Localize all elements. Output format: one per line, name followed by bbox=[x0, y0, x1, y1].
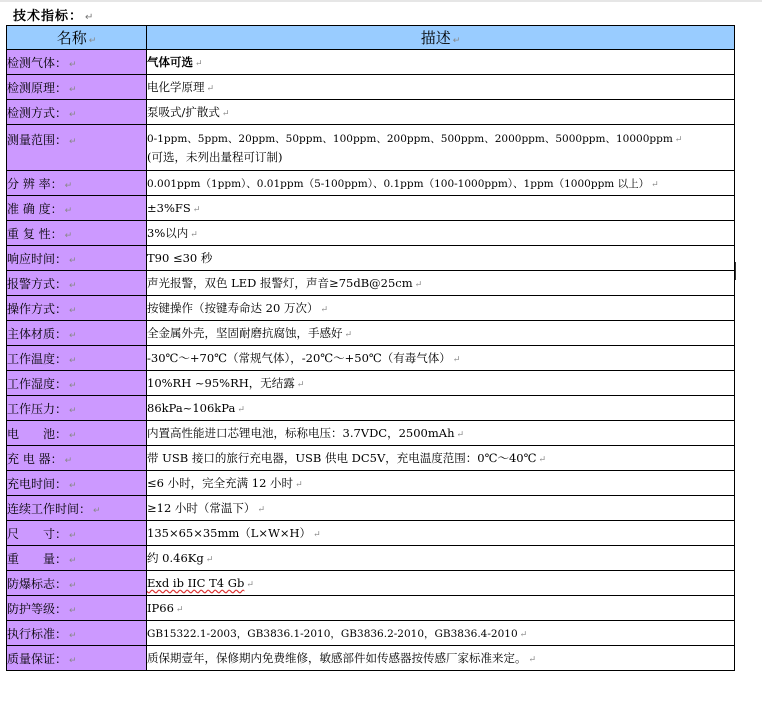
table-row bbox=[7, 571, 735, 596]
table-row bbox=[7, 421, 735, 446]
table-row bbox=[7, 221, 735, 246]
top-border-line bbox=[0, 0, 762, 2]
row-name: 准 确 度： ↵ bbox=[7, 196, 147, 221]
table-row bbox=[7, 521, 735, 546]
table-row bbox=[7, 371, 735, 396]
row-desc: 0.001ppm（1ppm）、0.01ppm（5-100ppm）、0.1ppm（100-1000ppm）、1ppm（1000ppm 以上） ↵ bbox=[147, 171, 735, 196]
row-name: 工作压力： ↵ bbox=[7, 396, 147, 421]
row-desc: ±3%FS ↵ bbox=[147, 196, 735, 221]
row-name: 充电时间： ↵ bbox=[7, 471, 147, 496]
table-row bbox=[7, 596, 735, 621]
row-desc: -30℃～+70℃（常规气体），-20℃～+50℃（有毒气体） ↵ bbox=[147, 346, 735, 371]
row-desc: 声光报警，双色 LED 报警灯，声音≥75dB@25cm ↵ bbox=[147, 271, 735, 296]
row-desc: 约 0.46Kg ↵ bbox=[147, 546, 735, 571]
row-name: 检测方式： ↵ bbox=[7, 100, 147, 125]
table-row bbox=[7, 171, 735, 196]
header-name: 名称 ↵ bbox=[7, 26, 147, 50]
table-row bbox=[7, 196, 735, 221]
row-desc: 3%以内 ↵ bbox=[147, 221, 735, 246]
row-desc: ≥12 小时（常温下） ↵ bbox=[147, 496, 735, 521]
table-row bbox=[7, 646, 735, 671]
row-desc: 全金属外壳，坚固耐磨抗腐蚀，手感好 ↵ bbox=[147, 321, 735, 346]
table-row bbox=[7, 471, 735, 496]
row-desc: IP66 ↵ bbox=[147, 596, 735, 621]
table-row bbox=[7, 125, 735, 171]
row-name: 执行标准： ↵ bbox=[7, 621, 147, 646]
row-desc: Exd ib IIC T4 Gb ↵ bbox=[147, 571, 735, 596]
table-row bbox=[7, 446, 735, 471]
table-row bbox=[7, 246, 735, 271]
row-name: 检测气体： ↵ bbox=[7, 50, 147, 75]
table-row bbox=[7, 396, 735, 421]
row-name: 分 辨 率： ↵ bbox=[7, 171, 147, 196]
row-desc: T90 ≤30 秒 bbox=[147, 246, 735, 271]
row-name: 操作方式： ↵ bbox=[7, 296, 147, 321]
table-row bbox=[7, 621, 735, 646]
section-caption: 技术指标： ↵ bbox=[13, 9, 95, 24]
row-desc: ≤6 小时，完全充满 12 小时 ↵ bbox=[147, 471, 735, 496]
table-row bbox=[7, 296, 735, 321]
row-desc: 10%RH ~95%RH，无结露 ↵ bbox=[147, 371, 735, 396]
text-cursor bbox=[735, 262, 736, 280]
row-name: 主体材质： ↵ bbox=[7, 321, 147, 346]
row-name: 质量保证： ↵ bbox=[7, 646, 147, 671]
row-desc: 内置高性能进口芯锂电池，标称电压：3.7VDC，2500mAh ↵ bbox=[147, 421, 735, 446]
table-row bbox=[7, 100, 735, 125]
row-desc: 带 USB 接口的旅行充电器，USB 供电 DC5V，充电温度范围：0℃～40℃ ↵ bbox=[147, 446, 735, 471]
row-name: 报警方式： ↵ bbox=[7, 271, 147, 296]
row-name: 防护等级： ↵ bbox=[7, 596, 147, 621]
table-row bbox=[7, 75, 735, 100]
row-name: 重 量： ↵ bbox=[7, 546, 147, 571]
row-name: 工作温度： ↵ bbox=[7, 346, 147, 371]
table-row bbox=[7, 271, 735, 296]
row-name: 尺 寸： ↵ bbox=[7, 521, 147, 546]
row-name: 电 池： ↵ bbox=[7, 421, 147, 446]
row-name: 响应时间： ↵ bbox=[7, 246, 147, 271]
row-name: 连续工作时间： ↵ bbox=[7, 496, 147, 521]
row-desc: 质保期壹年，保修期内免费维修，敏感部件如传感器按传感厂家标准来定。 ↵ bbox=[147, 646, 735, 671]
row-desc: 86kPa~106kPa ↵ bbox=[147, 396, 735, 421]
row-name: 重 复 性： ↵ bbox=[7, 221, 147, 246]
table-header-row bbox=[7, 26, 735, 50]
table-row bbox=[7, 346, 735, 371]
row-desc: 气体可选 ↵ bbox=[147, 50, 735, 75]
header-desc: 描述 ↵ bbox=[147, 26, 735, 50]
table-row bbox=[7, 321, 735, 346]
table-row bbox=[7, 546, 735, 571]
row-desc: 电化学原理 ↵ bbox=[147, 75, 735, 100]
row-name: 防爆标志： ↵ bbox=[7, 571, 147, 596]
row-name: 充 电 器： ↵ bbox=[7, 446, 147, 471]
table-row bbox=[7, 50, 735, 75]
row-desc: 泵吸式/扩散式 ↵ bbox=[147, 100, 735, 125]
row-name: 测量范围： ↵ bbox=[7, 125, 147, 171]
row-desc: 按键操作（按键寿命达 20 万次） ↵ bbox=[147, 296, 735, 321]
row-desc: 0-1ppm、5ppm、20ppm、50ppm、100ppm、200ppm、500ppm、2000ppm、5000ppm、10000ppm ↵ (可选，未列出量程可订制) bbox=[147, 125, 735, 171]
row-name: 检测原理： ↵ bbox=[7, 75, 147, 100]
row-desc: 135×65×35mm（L×W×H） ↵ bbox=[147, 521, 735, 546]
table-row bbox=[7, 496, 735, 521]
row-name: 工作湿度： ↵ bbox=[7, 371, 147, 396]
spec-table bbox=[6, 25, 735, 671]
row-desc: GB15322.1-2003，GB3836.1-2010，GB3836.2-2010，GB3836.4-2010 ↵ bbox=[147, 621, 735, 646]
